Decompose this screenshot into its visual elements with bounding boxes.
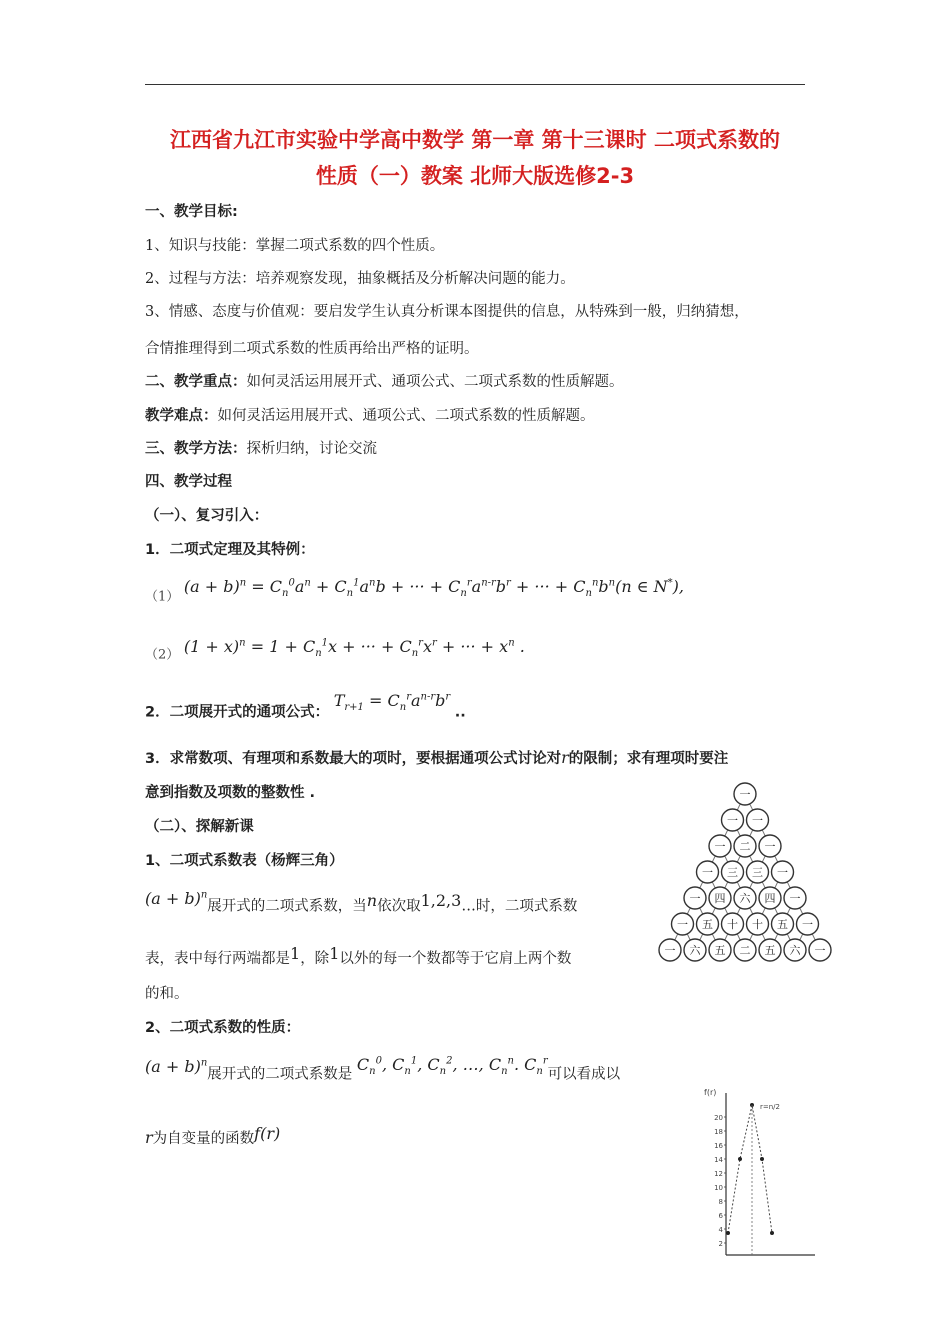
binomial-theorem-formula: $(a + b)^n = C_n^0a^n + C_n^1a^nb$ + ··· + $C_n^ra^{n-r}b^r$ + ··· + $C_n^nb^n(n$ ∈ N*),	[183, 577, 684, 600]
process-heading: 四、教学过程	[145, 474, 232, 490]
key-points	[145, 372, 624, 392]
y-tick-label: 14	[714, 1156, 723, 1164]
triangle-node-label: 五	[764, 944, 776, 957]
y-tick-label: 6	[718, 1212, 723, 1220]
triangle-node-label: 一	[727, 814, 738, 827]
rule-3-line1: 3．求常数项、有理项和系数最大的项时，要根据通项公式讨论对r的限制；求有理项时要注	[145, 748, 729, 767]
triangle-node-label: 一	[789, 892, 801, 905]
objective-1: 1、知识与技能：掌握二项式系数的四个性质。	[145, 238, 445, 254]
triangle-node-label: 十	[727, 918, 738, 931]
key-label: 二、教学重点：	[145, 374, 247, 390]
section-objectives-heading: 一、教学目标:	[145, 204, 238, 220]
data-point	[738, 1157, 742, 1161]
triangle-node-label: 四	[714, 892, 726, 905]
objective-2: 2、过程与方法：培养观察发现，抽象概括及分析解决问题的能力。	[145, 271, 575, 287]
new-lesson-heading: （二）、探解新课	[145, 819, 254, 835]
key-text: 如何灵活运用展开式、通项公式、二项式系数的性质解题。	[246, 374, 624, 390]
y-tick-label: 4	[718, 1226, 723, 1234]
yanghui-triangle-figure	[656, 780, 834, 968]
coefficient-curve	[728, 1105, 772, 1233]
general-term-label: 2．二项展开式的通项公式：	[145, 704, 330, 721]
formula-1-tag: （1）	[145, 589, 180, 605]
y-tick-label: 20	[714, 1114, 723, 1122]
triangle-node-label: 一	[802, 918, 813, 931]
triangle-node-label: 五	[777, 918, 788, 931]
triangle-node-label: 一	[764, 840, 776, 853]
properties-desc: $(a + b)^n$展开式的二项式系数是 $C_n^0$, $C_n^1$, $C_n^2$, …, $C_n^n$. $C_n^r$可以看成以	[145, 1055, 621, 1083]
y-tick-label: 2	[718, 1240, 723, 1248]
difficulty	[145, 406, 595, 426]
binomial-theorem-heading: 1．二项式定理及其特例：	[145, 542, 315, 558]
pascal-desc-3: 的和。	[145, 986, 189, 1002]
y-tick-label: 16	[714, 1142, 723, 1150]
doc-title-line1: 江西省九江市实验中学高中数学 第一章 第十三课时 二项式系数的	[170, 128, 780, 152]
triangle-node-label: 六	[689, 944, 701, 957]
difficulty-label: 教学难点：	[145, 408, 218, 424]
triangle-node-label: 一	[777, 866, 788, 879]
triangle-node-label: 一	[702, 866, 713, 879]
triangle-node-label: 一	[664, 944, 676, 957]
general-term: 2．二项展开式的通项公式： $T_{r+1} = C_n^ra^{n-r}b^r$ ..	[145, 691, 466, 721]
triangle-node-label: 二	[739, 840, 751, 853]
pascal-desc-1: $(a + b)^n$展开式的二项式系数，当n依次取1,2,3…时，二项式系数	[145, 889, 578, 915]
triangle-node-label: 一	[689, 892, 701, 905]
triangle-node-label: 一	[739, 788, 751, 801]
triangle-node-label: 三	[752, 866, 763, 879]
method	[145, 439, 377, 459]
header-rule	[145, 84, 805, 85]
objective-3a: 3、情感、态度与价值观：要启发学生认真分析课本图提供的信息，从特殊到一般，归纳猜想，	[145, 304, 749, 320]
formula-2-tag: （2）	[145, 647, 180, 663]
triangle-node-label: 四	[764, 892, 776, 905]
peak-label: r=n/2	[760, 1103, 780, 1111]
triangle-node-label: 一	[677, 918, 688, 931]
triangle-node-label: 一	[814, 944, 826, 957]
doc-title-line2: 性质（一）教案 北师大版选修2-3	[315, 164, 635, 188]
triangle-node-label: 一	[752, 814, 763, 827]
triangle-node-label: 三	[727, 866, 738, 879]
data-point	[726, 1231, 730, 1235]
general-term-formula: $T_{r+1} = C_n^ra^{n-r}b^r$	[333, 691, 451, 714]
method-text: 探析归纳，讨论交流	[246, 441, 377, 457]
y-tick-label: 8	[718, 1198, 723, 1206]
formula-2	[145, 637, 525, 671]
triangle-node-label: 五	[714, 944, 726, 957]
coefficients-list: $C_n^0$, $C_n^1$, $C_n^2$, …, $C_n^n$. $C_n^r$	[356, 1055, 548, 1078]
y-tick-label: 18	[714, 1128, 723, 1136]
y-tick-label: 10	[714, 1184, 723, 1192]
triangle-node-label: 一	[714, 840, 726, 853]
review-heading: （一）、复习引入：	[145, 508, 269, 524]
data-point	[760, 1157, 764, 1161]
function-desc: r为自变量的函数f(r)	[145, 1124, 281, 1147]
properties-heading: 2、二项式系数的性质：	[145, 1020, 301, 1036]
y-tick-label: 12	[714, 1170, 723, 1178]
pascal-heading: 1、二项式系数表（杨辉三角）	[145, 853, 344, 869]
pascal-desc-2: 表，表中每行两端都是1，除1以外的每一个数都等于它肩上两个数	[145, 944, 572, 967]
method-label: 三、教学方法：	[145, 441, 247, 457]
coefficient-graph	[700, 1085, 820, 1270]
rule-3-line2: 意到指数及项数的整数性 .	[145, 785, 316, 801]
special-case-formula: $(1 + x)^n = 1 + C_n^1x$ + ··· + $C_n^rx^r$ + ··· + $x^n$ .	[183, 637, 525, 660]
triangle-node-label: 十	[752, 918, 763, 931]
triangle-node-label: 六	[739, 892, 751, 905]
objective-3b: 合情推理得到二项式系数的性质再给出严格的证明。	[145, 341, 479, 357]
triangle-node-label: 六	[789, 944, 801, 957]
data-point	[770, 1231, 774, 1235]
triangle-node-label: 二	[739, 944, 751, 957]
y-axis-label: f(r)	[704, 1088, 717, 1097]
difficulty-text: 如何灵活运用展开式、通项公式、二项式系数的性质解题。	[217, 408, 595, 424]
formula-1	[145, 577, 684, 613]
triangle-node-label: 五	[702, 918, 713, 931]
